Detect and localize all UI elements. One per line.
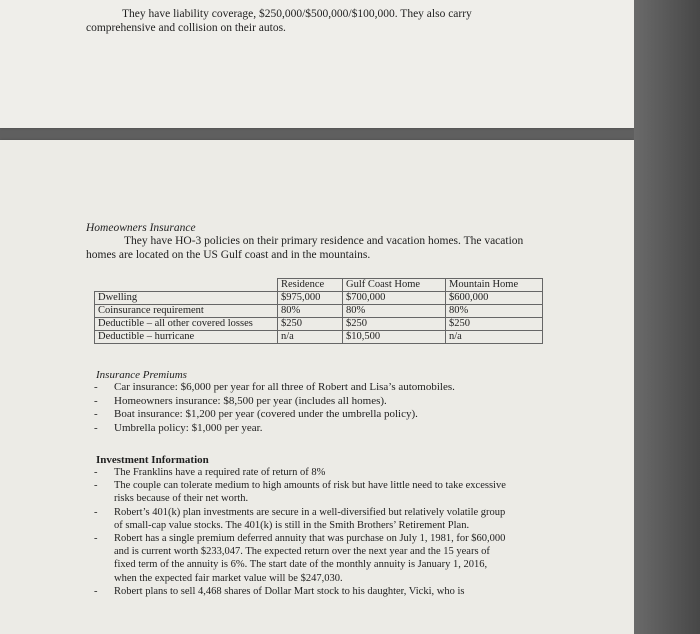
- table-cell: $10,500: [343, 331, 446, 344]
- investment-list: [92, 466, 506, 598]
- list-item-text: risks because of their net worth.: [114, 493, 249, 505]
- investment-heading: Investment Information: [96, 454, 209, 466]
- table-header-cell: [95, 279, 278, 292]
- table-row: [95, 318, 543, 331]
- table-cell: $975,000: [278, 292, 343, 305]
- list-item: - Robert plans to sell 4,468 shares of Dollar Mart stock to his daughter, Vicki, who is: [94, 585, 465, 597]
- list-item-text: Robert plans to sell 4,468 shares of Dollar Mart stock to his daughter, Vicki, who is: [114, 585, 465, 597]
- table-cell: $250: [343, 318, 446, 331]
- list-item-text: Car insurance: $6,000 per year for all three of Robert and Lisa’s automobiles.: [114, 381, 455, 393]
- table-cell: $700,000: [343, 292, 446, 305]
- list-item: - The Franklins have a required rate of return of 8%: [94, 467, 326, 478]
- list-item-text: when the expected fair market value will be $247,030.: [114, 572, 343, 584]
- list-item-text: fixed term of the annuity is 6%. The start date of the monthly annuity is January 1, 2016,: [114, 559, 488, 571]
- table-cell: $250: [278, 318, 343, 331]
- list-item-text: The couple can tolerate medium to high amounts of risk but have little need to take excessive: [114, 480, 506, 492]
- background-shade: [634, 0, 700, 634]
- insurance-table: [94, 278, 543, 344]
- premiums-list: [92, 381, 455, 435]
- list-item-text: Homeowners insurance: $8,500 per year (includes all homes).: [114, 394, 387, 407]
- list-item-text: of small-cap value stocks. The 401(k) is still in the Smith Brothers’ Retirement Plan.: [114, 519, 470, 531]
- list-item: - Robert’s 401(k) plan investments are secure in a well-diversified but relatively volatile group of small-cap value stocks. The 401(k) is still in the Smith Brothers’ Retirement Plan.: [94, 506, 506, 531]
- list-item: - The couple can tolerate medium to high amounts of risk but have little need to take excessive risks because of their net worth.: [94, 480, 506, 505]
- liability-line-2: comprehensive and collision on their autos.: [86, 22, 286, 34]
- list-item-text: Boat insurance: $1,200 per year (covered under the umbrella policy).: [114, 408, 418, 421]
- list-item: - Homeowners insurance: $8,500 per year (includes all homes).: [94, 394, 387, 407]
- list-item: - Car insurance: $6,000 per year for all three of Robert and Lisa’s automobiles.: [94, 381, 455, 393]
- table-header-cell: Mountain Home: [446, 279, 543, 292]
- homeowners-line-2: homes are located on the US Gulf coast and in the mountains.: [86, 249, 371, 261]
- table-row: [95, 305, 543, 318]
- homeowners-heading: Homeowners Insurance: [86, 222, 196, 234]
- table-row: [95, 331, 543, 344]
- table-cell: Coinsurance requirement: [95, 305, 278, 318]
- table-cell: Dwelling: [95, 292, 278, 305]
- table-cell: Deductible – all other covered losses: [95, 318, 278, 331]
- table-cell: Deductible – hurricane: [95, 331, 278, 344]
- list-item: - Robert has a single premium deferred annuity that was purchase on July 1, 1981, for $60,000 and is current worth $233,047. The expected return over the next year and the 15 years of fixed term of the annuity is 6%. The start date of the monthly annuity is January 1, 2016, when the expected fair market value will be $247,030.: [94, 533, 506, 584]
- list-item-text: Robert has a single premium deferred annuity that was purchase on July 1, 1981, for $60,000: [114, 533, 506, 545]
- table-row: [95, 292, 543, 305]
- list-item-text: Umbrella policy: $1,000 per year.: [114, 421, 263, 434]
- table-cell: $250: [446, 318, 543, 331]
- table-header-cell: Gulf Coast Home: [343, 279, 446, 292]
- table-cell: 80%: [446, 305, 543, 318]
- top-page: [0, 0, 634, 128]
- list-item-text: Robert’s 401(k) plan investments are secure in a well-diversified but relatively volatile group: [114, 506, 506, 518]
- list-item: - Boat insurance: $1,200 per year (covered under the umbrella policy).: [94, 408, 418, 421]
- table-cell: 80%: [343, 305, 446, 318]
- table-header-row: [95, 279, 543, 292]
- list-item-text: The Franklins have a required rate of return of 8%: [114, 467, 326, 478]
- table-header-cell: Residence: [278, 279, 343, 292]
- table-cell: n/a: [446, 331, 543, 344]
- table-cell: 80%: [278, 305, 343, 318]
- list-item: - Umbrella policy: $1,000 per year.: [94, 421, 263, 434]
- liability-line-1: They have liability coverage, $250,000/$500,000/$100,000. They also carry: [122, 8, 472, 20]
- homeowners-line-1: They have HO-3 policies on their primary residence and vacation homes. The vacation: [124, 235, 524, 247]
- list-item-text: and is current worth $233,047. The expected return over the next year and the 15 years of: [114, 546, 490, 558]
- table-cell: $600,000: [446, 292, 543, 305]
- premiums-heading: Insurance Premiums: [96, 369, 187, 381]
- table-cell: n/a: [278, 331, 343, 344]
